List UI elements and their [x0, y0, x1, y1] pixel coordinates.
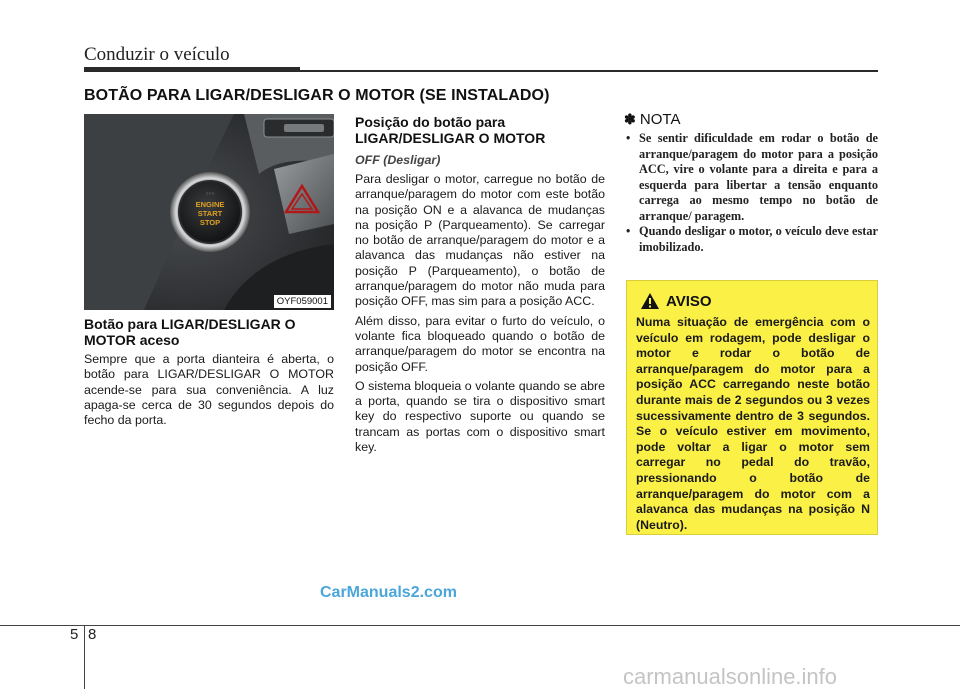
warning-text: Numa situação de emergência com o veículo em rodagem, pode desligar o motor e rodar o botão de arranque/paragem do motor para a posição ACC carregando neste botão durante mais de 2 segundos ou 3 vezes sucessivamente dentro de 3 segundos. Se o veículo estiver em movimento, pode voltar a ligar o motor sem carregar no pedal do travão, pressionando o botão de arranque/paragem do motor com a alavanca das mudanças na posição N (Neutro). [636, 315, 870, 532]
watermark-link[interactable]: CarManuals2.com [320, 584, 457, 601]
note-heading [624, 111, 878, 128]
footer-vertical-rule [84, 625, 85, 689]
column2 [355, 114, 605, 459]
svg-text:○○○: ○○○ [205, 191, 215, 197]
column1-heading: Botão para LIGAR/DESLIGAR O MOTOR aceso [84, 316, 296, 348]
note-box [624, 111, 878, 255]
button-label-line1: ENGINE [195, 200, 225, 209]
footer-site-watermark: carmanualsonline.info [623, 664, 838, 689]
header-rule-thick [84, 67, 300, 72]
engine-start-button-photo [84, 114, 334, 310]
dashboard-illustration [84, 114, 334, 310]
column1-text: Sempre que a porta dianteira é aberta, o botão para LIGAR/DESLIGAR O MOTOR acende-se para sua conveniência. A luz apaga-se cerca de 30 segundos depois do fecho da porta. [84, 352, 334, 428]
footer-rule [0, 625, 960, 626]
page-header-title: Conduzir o veículo [84, 44, 230, 65]
note-star-icon: ✽ [624, 111, 636, 127]
chapter-number: 5 [70, 626, 79, 643]
page-number: 8 [88, 626, 97, 643]
photo-caption: OYF059001 [274, 295, 331, 308]
column2-paragraph: Além disso, para evitar o furto do veículo, o volante fica bloqueado quando o botão de arranque/paragem do motor se encontra na posição OFF. [355, 313, 605, 374]
section-title: BOTÃO PARA LIGAR/DESLIGAR O MOTOR (SE INSTALADO) [84, 87, 550, 104]
column2-heading: Posição do botão para LIGAR/DESLIGAR O MOTOR [355, 114, 546, 146]
note-item-text: Quando desligar o motor, o veículo deve estar imobilizado. [639, 224, 878, 254]
header-rule-thin [300, 70, 878, 72]
note-item-text: Se sentir dificuldade em rodar o botão de arranque/paragem do motor para a posição ACC, vire o volante para a direita e para a esquerda para libertar a tensão enquanto carrega ao mesmo tempo no botão de arranque/ paragem. [639, 131, 878, 223]
note-heading-text: NOTA [639, 111, 681, 128]
note-item [624, 224, 878, 255]
bullet-icon: • [626, 131, 631, 145]
column2-paragraph: O sistema bloqueia o volante quando se abre a porta, quando se tira o dispositivo smart key do respectivo suporte ou quando se trancam as portas com o dispositivo smart key. [355, 378, 605, 455]
button-label-line2: START [197, 209, 223, 218]
column2-subheading: OFF (Desligar) [355, 153, 441, 167]
bullet-icon: • [626, 224, 631, 238]
warning-header [640, 289, 712, 313]
button-label-line3: STOP [199, 218, 221, 227]
warning-title: AVISO [666, 292, 712, 310]
warning-box [626, 280, 878, 535]
column2-paragraph: Para desligar o motor, carregue no botão de arranque/paragem do motor com este botão na posição ON e a alavanca de mudanças na posição P (Parqueamento). Se carregar no botão de arranque/paragem do motor e a alavanca das mudanças não estiver na posição P (Parqueamento), o botão de arranque/paragem do motor não muda para posição OFF, mas sim para a posição ACC. [355, 172, 605, 309]
warning-triangle-icon [640, 292, 660, 310]
note-item [624, 131, 878, 224]
